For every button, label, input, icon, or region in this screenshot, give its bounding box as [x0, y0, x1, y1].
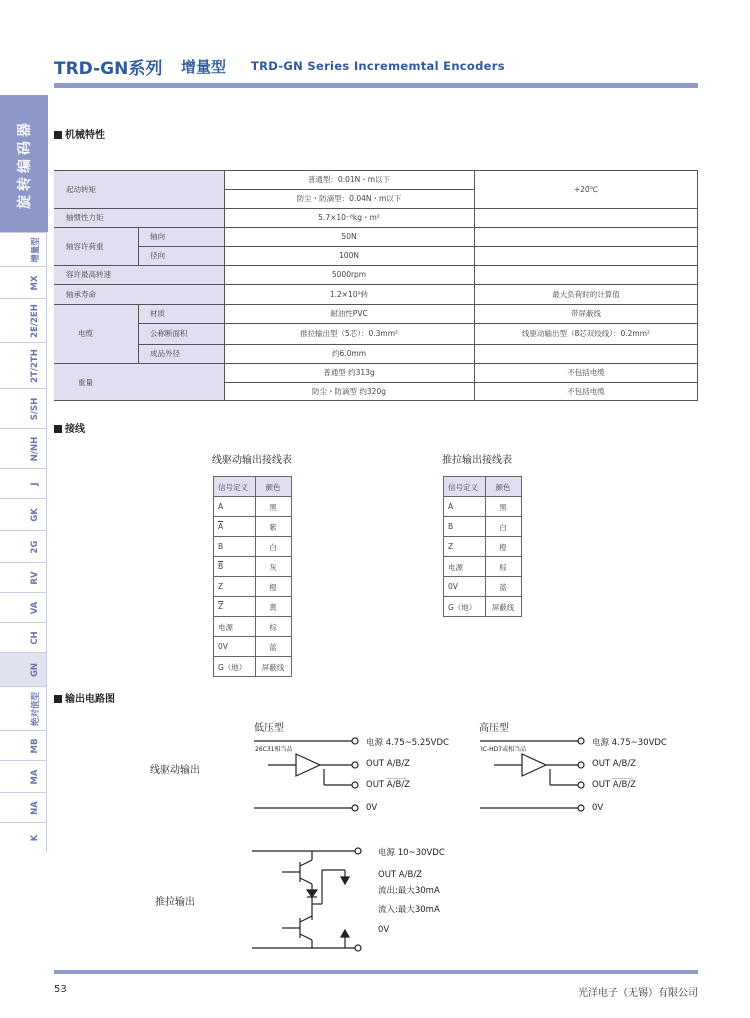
signal-cell: 电源 [448, 563, 463, 572]
company-name: 光洋电子（无锡）有限公司 [578, 988, 698, 999]
circuit-high-0v: 0V [592, 803, 604, 813]
spec-value: 5000rpm [331, 270, 367, 279]
sidebar-tab-1[interactable]: MX [0, 266, 46, 299]
sidebar-tab-9[interactable]: RV [0, 562, 46, 593]
spec-value: 约6.0mm [331, 349, 367, 358]
circuit-pp-out: OUT A/B/Z [378, 870, 423, 880]
circuit-high-power: 电源 4.75~30VDC [592, 738, 667, 748]
color-cell: 棕 [269, 623, 277, 632]
signal-cell: 信号定义 [218, 483, 248, 492]
sidebar-main-tab[interactable]: 旋转编码器 [0, 95, 48, 232]
signal-cell: $\overline{Z}$ [218, 602, 224, 611]
spec-label-start-torque: 起动转矩 [54, 170, 224, 208]
color-cell: 黄 [269, 603, 277, 612]
sidebar-tab-3[interactable]: 2T/2TH [0, 342, 46, 389]
sidebar-tab-14[interactable]: MB [0, 730, 46, 761]
spec-label-cable: 电缆 [54, 304, 138, 363]
circuit-pp-sink: 流入:最大30mA [378, 905, 440, 915]
color-cell: 黑 [499, 503, 507, 512]
sidebar-tab-2[interactable]: 2E/2EH [0, 298, 46, 343]
sidebar-tab-8[interactable]: 2G [0, 530, 46, 563]
spec-label-cable-material: 材质 [138, 304, 224, 323]
signal-cell: A [448, 502, 454, 511]
spec-value: 不包括电缆 [567, 387, 605, 396]
color-cell: 橙 [269, 583, 277, 592]
section-wiring-heading: 接线 [54, 420, 85, 435]
circuit-high-title: 高压型 [479, 723, 509, 734]
spec-value: 线驱动输出型（8芯双绞线）：0.2mm² [521, 329, 651, 338]
color-cell: 紫 [269, 523, 277, 532]
sidebar-tab-12[interactable]: GN [0, 652, 46, 687]
circuit-high-chip: IC-HD7或相当品 [481, 746, 527, 753]
sidebar-tab-7[interactable]: GK [0, 498, 46, 531]
signal-cell: A [218, 502, 224, 511]
spec-value: 最大负荷时的计算值 [552, 289, 620, 299]
signal-cell: Z [448, 542, 454, 551]
spec-label-cable-od: 成品外径 [138, 344, 224, 363]
page-title-type: 增量型 [181, 58, 227, 76]
color-cell: 蓝 [269, 643, 277, 652]
color-cell: 灰 [269, 563, 277, 572]
circuit-line-drive-label: 线驱动输出 [150, 765, 200, 776]
sidebar-tab-6[interactable]: J [0, 468, 46, 499]
color-cell: 颜色 [265, 483, 281, 492]
circuit-low-chip: 26C31相当品 [255, 746, 293, 753]
spec-value: 带屏蔽线 [571, 309, 601, 318]
spec-label-max-speed: 容许最高转速 [54, 265, 224, 284]
spec-label-inertia: 轴惯性力矩 [54, 208, 224, 227]
color-cell: 橙 [499, 543, 507, 552]
color-cell: 屏蔽线 [491, 603, 515, 612]
color-cell: 屏蔽线 [261, 663, 285, 672]
section-mechanical-heading: 机械特性 [54, 126, 105, 141]
circuit-high-out-bar: OUT A/B/Z [592, 780, 637, 790]
spec-value: 50N [341, 232, 357, 241]
color-cell: 白 [269, 543, 277, 552]
color-cell: 棕 [499, 563, 507, 572]
sidebar-tab-4[interactable]: S/SH [0, 388, 46, 429]
spec-value: +20℃ [573, 184, 599, 194]
signal-cell: 电源 [218, 623, 233, 632]
section-output-heading: 输出电路图 [54, 690, 115, 705]
circuit-high-bar: ＿＿＿ [612, 772, 633, 780]
spec-value: 普通型：0.01N・m以下 [307, 175, 391, 184]
circuit-high-out: OUT A/B/Z [592, 759, 637, 769]
signal-cell: 0V [448, 582, 458, 591]
spec-value: 耐油性PVC [330, 309, 368, 318]
circuit-low-out: OUT A/B/Z [366, 759, 411, 769]
spec-label-life: 轴承寿命 [54, 284, 224, 304]
signal-cell: G（地） [448, 603, 477, 612]
signal-cell: G（地） [218, 663, 247, 672]
spec-value: 100N [339, 251, 359, 260]
spec-label-weight: 重量 [54, 363, 224, 401]
circuit-low-power: 电源 4.75~5.25VDC [366, 738, 449, 748]
spec-label-axial: 轴向 [138, 227, 224, 246]
signal-cell: $\overline{B}$ [218, 562, 224, 571]
signal-cell: Z [218, 582, 224, 591]
spec-label-radial: 径向 [138, 246, 224, 265]
sidebar-tab-5[interactable]: N/NH [0, 428, 46, 469]
spec-value: 5.7×10⁻⁶kg・m² [318, 213, 380, 222]
sidebar-tab-0[interactable]: 增量型 [0, 232, 46, 267]
color-cell: 白 [499, 523, 507, 532]
spec-label-load: 轴容许荷重 [54, 227, 138, 265]
circuit-pp-0v: 0V [378, 925, 390, 935]
signal-cell: B [448, 522, 454, 531]
circuit-low-bar: ＿＿＿ [386, 772, 407, 780]
circuit-low-out-bar: OUT A/B/Z [366, 780, 411, 790]
spec-label-cable-section: 公称断面积 [138, 323, 224, 344]
signal-cell: $\overline{A}$ [218, 522, 224, 531]
color-cell: 蓝 [499, 583, 507, 592]
spec-value: 1.2×10⁹转 [329, 289, 369, 299]
wiring-line-title: 线驱动输出接线表 [212, 455, 292, 466]
sidebar-tab-16[interactable]: NA [0, 792, 46, 823]
circuit-pp-power: 电源 10~30VDC [378, 848, 445, 858]
page-title: TRD-GN系列 [54, 59, 163, 79]
spec-value: 普通型 约313g [323, 368, 375, 377]
circuit-low-title: 低压型 [254, 723, 284, 734]
sidebar-tab-10[interactable]: VA [0, 592, 46, 623]
signal-cell: B [218, 542, 224, 551]
spec-value: 不包括电缆 [567, 368, 605, 377]
sidebar-tab-13[interactable]: 绝对值型 [0, 686, 46, 731]
circuit-push-pull-label: 推拉输出 [155, 897, 195, 908]
footer-rule [54, 970, 698, 974]
spec-value: 防尘・防滴型 约320g [312, 387, 386, 396]
spec-value: 防尘・防滴型：0.04N・m以下 [296, 194, 402, 203]
circuit-low-0v: 0V [366, 803, 378, 813]
sidebar-tab-11[interactable]: CH [0, 622, 46, 653]
color-cell: 颜色 [495, 483, 511, 492]
page-number: 53 [54, 984, 67, 995]
wiring-push-title: 推拉输出接线表 [442, 455, 512, 466]
page-title-en: TRD-GN Series Incrememtal Encoders [251, 59, 505, 73]
sidebar-tab-17[interactable]: K [0, 822, 46, 853]
color-cell: 黑 [269, 503, 277, 512]
signal-cell: 0V [218, 642, 228, 651]
signal-cell: 信号定义 [448, 483, 478, 492]
circuit-pp-source: 流出:最大30mA [378, 886, 440, 896]
sidebar-tab-15[interactable]: MA [0, 760, 46, 793]
spec-value: 推拉输出型（5芯）：0.3mm² [299, 329, 399, 338]
